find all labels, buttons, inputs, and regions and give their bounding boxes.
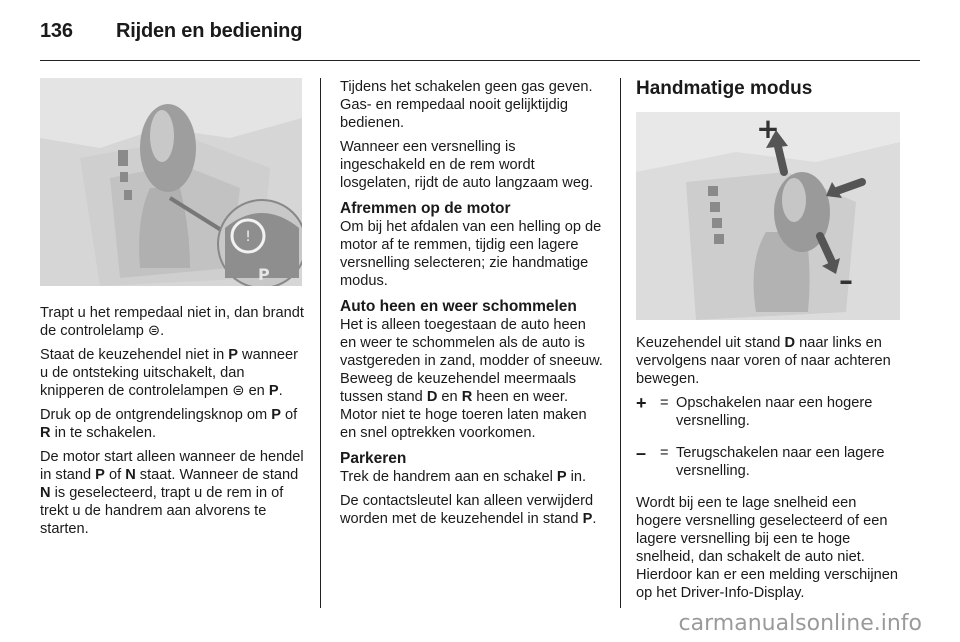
paragraph-ignition-key: De contactsleutel kan alleen verwijderd worden met de keuzehendel in stand P.: [340, 493, 597, 527]
column-1: [40, 78, 304, 544]
paragraph-manual-instructions: Keuzehendel uit stand D naar links en vervolgens naar voren of naar achteren bewegen.: [636, 335, 891, 387]
paragraph-shift-refusal: Wordt bij een te lage snelheid een hogere versnelling geselecteerd of een lagere versnelling bij een te hoge snelheid, dan schakelt de auto niet. Hierdoor kan er een melding verschijnen op het Driver-Info-Display.: [636, 495, 899, 601]
section-title: Rijden en bediening: [116, 20, 303, 42]
column-divider-1: [320, 78, 321, 608]
svg-text:P: P: [258, 265, 270, 284]
heading-parking: Parkeren: [340, 450, 407, 467]
figure-minus-label: –: [839, 264, 853, 297]
manual-mode-figure: [636, 112, 900, 320]
plus-icon: +: [636, 393, 647, 413]
page-header: [40, 20, 302, 43]
column-divider-2: [620, 78, 621, 608]
heading-rocking: Auto heen en weer schommelen: [340, 298, 577, 315]
paragraph-no-gas: Tijdens het schakelen geen gas geven. Gas- en rempedaal nooit gelijktijdig bedienen.: [340, 79, 593, 131]
minus-icon: –: [636, 443, 647, 463]
definition-list: [636, 394, 902, 480]
definition-upshift: + = Opschakelen naar een hogere versnelling.: [636, 393, 873, 429]
paragraph-parking: Trek de handrem aan en schakel P in.: [340, 469, 587, 485]
paragraph-engine-start: De motor start alleen wanneer de hendel in stand P of N staat. Wanneer de stand N is geselecteerd, trapt u de rem in of trekt u de handrem aan alvorens te starten.: [40, 449, 304, 537]
paragraph-rocking: Het is alleen toegestaan de auto heen en weer te schommelen als de auto is vastgereden in zand, modder of sneeuw. Beweeg de keuzehendel meermaals tussen stand D en R heen en weer. Motor niet te hoge toeren laten maken en snel optrekken voorkomen.: [340, 317, 603, 441]
gear-selector-brake-figure: [40, 78, 302, 286]
svg-text:!: !: [245, 229, 251, 245]
brake-warning-icon-2: ⊜: [232, 383, 245, 399]
figure-plus-label: +: [756, 112, 780, 145]
column-3: [636, 78, 902, 608]
paragraph-brake-lamp: Trapt u het rempedaal niet in, dan brandt de controlelamp ⊜.: [40, 305, 304, 339]
paragraph-creep: Wanneer een versnelling is ingeschakeld en de rem wordt losgelaten, rijdt de auto langzaam weg.: [340, 139, 594, 191]
watermark: carmanualsonline.info: [678, 611, 922, 636]
brake-warning-icon: ⊜: [147, 323, 161, 339]
paragraph-release-button: Druk op de ontgrendelingsknop om P of R in te schakelen.: [40, 407, 298, 441]
paragraph-selector-not-p: Staat de keuzehendel niet in P wanneer u de ontsteking uitschakelt, dan knipperen de controlelampen ⊜ en P.: [40, 347, 299, 399]
heading-engine-braking: Afremmen op de motor: [340, 200, 511, 217]
definition-downshift: – = Terugschakelen naar een lagere versnelling.: [636, 443, 885, 479]
page-number: 136: [40, 20, 73, 42]
column-2: [340, 78, 604, 534]
header-rule: [40, 60, 920, 61]
heading-manual-mode: Handmatige modus: [636, 78, 813, 99]
paragraph-engine-braking: Om bij het afdalen van een helling op de motor af te remmen, tijdig een lagere versnelling selecteren; zie handmatige modus.: [340, 219, 602, 289]
